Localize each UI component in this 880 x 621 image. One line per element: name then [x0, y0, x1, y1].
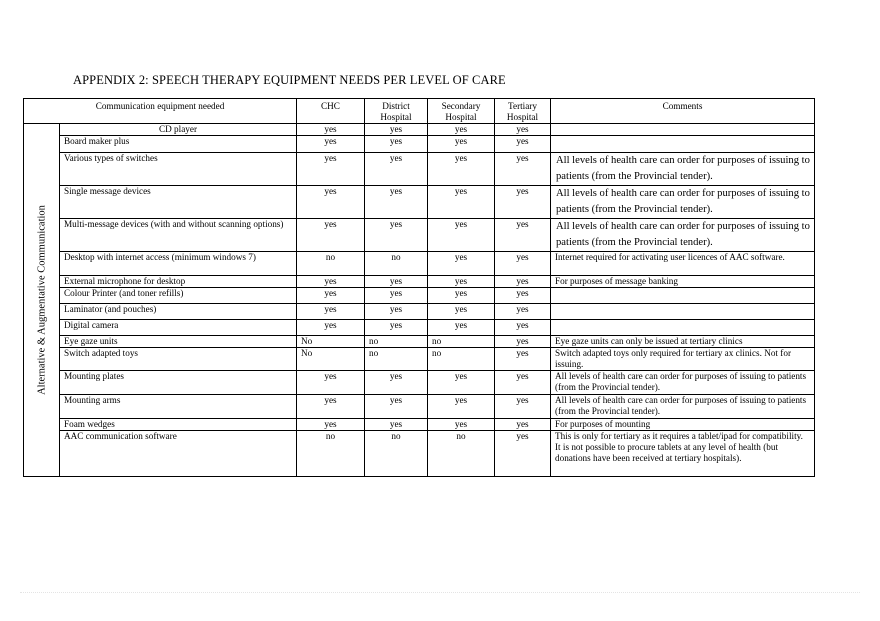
tertiary-cell: yes	[495, 153, 551, 186]
item-cell: Mounting plates	[60, 371, 297, 395]
district-cell: yes	[365, 276, 428, 288]
secondary-cell: yes	[428, 186, 495, 219]
district-cell: yes	[365, 395, 428, 419]
header-equipment: Communication equipment needed	[24, 99, 297, 124]
tertiary-cell: yes	[495, 186, 551, 219]
item-cell: Various types of switches	[60, 153, 297, 186]
district-cell: yes	[365, 186, 428, 219]
item-cell: Switch adapted toys	[60, 348, 297, 371]
district-cell: yes	[365, 419, 428, 431]
comment-cell	[551, 320, 815, 336]
table-row	[24, 136, 815, 153]
district-cell: no	[365, 431, 428, 477]
header-district: District Hospital	[365, 99, 428, 124]
chc-cell: yes	[297, 136, 365, 153]
chc-cell: yes	[297, 153, 365, 186]
secondary-cell: yes	[428, 395, 495, 419]
secondary-cell: no	[428, 336, 495, 348]
chc-cell: No	[297, 348, 365, 371]
table-row	[24, 348, 815, 371]
table-row	[24, 276, 815, 288]
secondary-cell: yes	[428, 276, 495, 288]
tertiary-cell: yes	[495, 219, 551, 252]
table-row	[24, 336, 815, 348]
district-cell: yes	[365, 320, 428, 336]
item-cell: External microphone for desktop	[60, 276, 297, 288]
district-cell: yes	[365, 153, 428, 186]
item-cell: AAC communication software	[60, 431, 297, 477]
comment-cell: For purposes of message banking	[551, 276, 815, 288]
table-row	[24, 395, 815, 419]
secondary-cell: yes	[428, 153, 495, 186]
item-cell: Colour Printer (and toner refills)	[60, 288, 297, 304]
chc-cell: yes	[297, 371, 365, 395]
secondary-cell: yes	[428, 371, 495, 395]
table-row	[24, 153, 815, 186]
item-cell: Eye gaze units	[60, 336, 297, 348]
tertiary-cell: yes	[495, 348, 551, 371]
chc-cell: No	[297, 336, 365, 348]
chc-cell: yes	[297, 276, 365, 288]
chc-cell: yes	[297, 419, 365, 431]
table-row	[24, 320, 815, 336]
table-row	[24, 419, 815, 431]
header-chc: CHC	[297, 99, 365, 124]
item-cell: Single message devices	[60, 186, 297, 219]
tertiary-cell: yes	[495, 252, 551, 276]
secondary-cell: yes	[428, 419, 495, 431]
comment-cell: Internet required for activating user licences of AAC software.	[551, 252, 815, 276]
tertiary-cell: yes	[495, 288, 551, 304]
secondary-cell: yes	[428, 252, 495, 276]
tertiary-cell: yes	[495, 320, 551, 336]
chc-cell: yes	[297, 124, 365, 136]
chc-cell: yes	[297, 395, 365, 419]
district-cell: no	[365, 252, 428, 276]
chc-cell: yes	[297, 219, 365, 252]
page-title: APPENDIX 2: SPEECH THERAPY EQUIPMENT NEEDS PER LEVEL OF CARE	[73, 73, 506, 87]
secondary-cell: yes	[428, 288, 495, 304]
page-footer-divider	[20, 592, 860, 595]
table-row	[24, 252, 815, 276]
chc-cell: no	[297, 252, 365, 276]
header-comments: Comments	[551, 99, 815, 124]
item-cell: Laminator (and pouches)	[60, 304, 297, 320]
comment-cell: For purposes of mounting	[551, 419, 815, 431]
item-cell: CD player	[60, 124, 297, 136]
tertiary-cell: yes	[495, 136, 551, 153]
secondary-cell: yes	[428, 304, 495, 320]
comment-cell: All levels of health care can order for purposes of issuing to patients (from the Provincial tender).	[551, 219, 815, 252]
table-row	[24, 288, 815, 304]
comment-cell	[551, 124, 815, 136]
table-row	[24, 304, 815, 320]
tertiary-cell: yes	[495, 276, 551, 288]
tertiary-cell: yes	[495, 124, 551, 136]
item-cell: Multi-message devices (with and without scanning options)	[60, 219, 297, 252]
comment-cell: Eye gaze units can only be issued at tertiary clinics	[551, 336, 815, 348]
comment-cell: All levels of health care can order for purposes of issuing to patients (from the Provincial tender).	[551, 395, 815, 419]
comment-cell	[551, 304, 815, 320]
comment-cell: All levels of health care can order for purposes of issuing to patients (from the Provincial tender).	[551, 371, 815, 395]
district-cell: yes	[365, 219, 428, 252]
comment-cell: Switch adapted toys only required for tertiary ax clinics. Not for issuing.	[551, 348, 815, 371]
tertiary-cell: yes	[495, 371, 551, 395]
item-cell: Foam wedges	[60, 419, 297, 431]
table-row	[24, 219, 815, 252]
secondary-cell: yes	[428, 124, 495, 136]
comment-cell: This is only for tertiary as it requires a tablet/ipad for compatibility. It is not possible to procure tablets at any level of health (but donations have been received at tertiary hospitals).	[551, 431, 815, 477]
secondary-cell: yes	[428, 219, 495, 252]
table-row	[24, 431, 815, 477]
comment-cell	[551, 136, 815, 153]
secondary-cell: yes	[428, 136, 495, 153]
secondary-cell: no	[428, 431, 495, 477]
table-row	[24, 186, 815, 219]
header-row	[24, 99, 815, 124]
tertiary-cell: yes	[495, 395, 551, 419]
side-label-cell	[24, 124, 60, 477]
side-label: Alternative & Augmentative Communication	[36, 205, 47, 395]
tertiary-cell: yes	[495, 304, 551, 320]
district-cell: yes	[365, 304, 428, 320]
chc-cell: yes	[297, 288, 365, 304]
tertiary-cell: yes	[495, 431, 551, 477]
tertiary-cell: yes	[495, 336, 551, 348]
district-cell: yes	[365, 371, 428, 395]
item-cell: Mounting arms	[60, 395, 297, 419]
chc-cell: yes	[297, 186, 365, 219]
item-cell: Desktop with internet access (minimum windows 7)	[60, 252, 297, 276]
comment-cell	[551, 288, 815, 304]
chc-cell: yes	[297, 304, 365, 320]
table-row	[24, 371, 815, 395]
comment-cell: All levels of health care can order for purposes of issuing to patients (from the Provincial tender).	[551, 186, 815, 219]
header-tertiary: Tertiary Hospital	[495, 99, 551, 124]
district-cell: yes	[365, 124, 428, 136]
secondary-cell: yes	[428, 320, 495, 336]
table-row	[24, 124, 815, 136]
item-cell: Board maker plus	[60, 136, 297, 153]
district-cell: no	[365, 336, 428, 348]
header-secondary: Secondary Hospital	[428, 99, 495, 124]
item-cell: Digital camera	[60, 320, 297, 336]
comment-cell: All levels of health care can order for purposes of issuing to patients (from the Provincial tender).	[551, 153, 815, 186]
equipment-table	[23, 98, 815, 477]
district-cell: yes	[365, 288, 428, 304]
district-cell: yes	[365, 136, 428, 153]
district-cell: no	[365, 348, 428, 371]
chc-cell: no	[297, 431, 365, 477]
secondary-cell: no	[428, 348, 495, 371]
chc-cell: yes	[297, 320, 365, 336]
tertiary-cell: yes	[495, 419, 551, 431]
